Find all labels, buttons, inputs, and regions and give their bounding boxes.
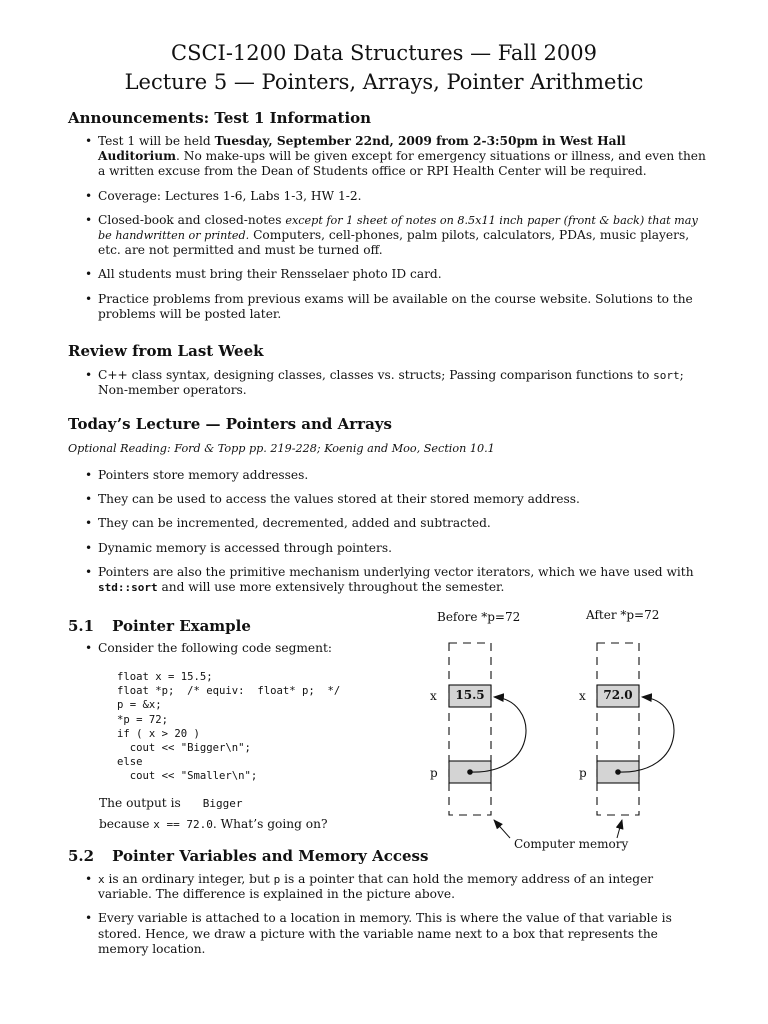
x-label-before: x	[430, 689, 437, 703]
x-value-after: 72.0	[603, 688, 633, 702]
p-label-before: p	[430, 766, 438, 780]
optional-reading: Optional Reading: Ford & Topp pp. 219-228; Koenig and Moo, Section 10.1	[68, 442, 495, 455]
list-item: • Dynamic memory is accessed through pointers.	[68, 541, 708, 556]
after-label: After *p=72	[586, 608, 660, 622]
page-title-line1: CSCI-1200 Data Structures — Fall 2009	[171, 41, 597, 65]
list-item: • Practice problems from previous exams will be available on the course website. Solutions to the problems will be posted later.	[68, 292, 708, 322]
list-item: • Pointers are also the primitive mechanism underlying vector iterators, which we have used with std::sort and will use more extensively throughout the semester.	[68, 565, 708, 595]
p-label-after: p	[579, 766, 587, 780]
section-5-2-heading: 5.2 Pointer Variables and Memory Access	[68, 847, 429, 865]
section-5-2-list	[68, 872, 708, 966]
computer-memory-label: Computer memory	[514, 837, 629, 851]
today-heading: Today’s Lecture — Pointers and Arrays	[68, 415, 392, 433]
list-item: • Coverage: Lectures 1-6, Labs 1-3, HW 1-2.	[68, 189, 708, 204]
memory-column-before	[449, 643, 491, 815]
list-item: • Every variable is attached to a location in memory. This is where the value of that variable is stored. Hence, we draw a picture with the variable name next to a box that represents the memory location.	[68, 911, 708, 957]
review-heading: Review from Last Week	[68, 342, 264, 360]
memory-column-after	[597, 643, 639, 815]
list-item: • All students must bring their Rensselaer photo ID card.	[68, 267, 708, 282]
output-line: The output is Bigger	[99, 796, 243, 810]
memory-arrow-right	[617, 820, 622, 838]
page-title-line2: Lecture 5 — Pointers, Arrays, Pointer Arithmetic	[124, 70, 644, 94]
announcements-heading: Announcements: Test 1 Information	[68, 109, 372, 127]
list-item: • Test 1 will be held Tuesday, September 22nd, 2009 from 2-3:50pm in West Hall Auditorium. No make-ups will be given except for emergency situations or illness, and even then a written excuse from the Dean of Students office or RPI Health Center will be required.	[68, 134, 708, 180]
list-item: • Closed-book and closed-notes except for 1 sheet of notes on 8.5x11 inch paper (front & back) that may be handwritten or printed. Computers, cell-phones, palm pilots, calculators, PDAs, music players, etc. are not permitted and must be turned off.	[68, 213, 708, 259]
list-item: • They can be incremented, decremented, added and subtracted.	[68, 516, 708, 531]
code-segment: float x = 15.5; float *p; /* equiv: float* p; */ p = &x; *p = 72; if ( x > 20 ) cout << "Bigger\n"; else cout << "Smaller\n";	[117, 671, 341, 783]
memory-arrow-left	[494, 820, 510, 838]
list-item: • Consider the following code segment:	[68, 641, 408, 656]
section-5-1-heading: 5.1 Pointer Example	[68, 617, 251, 635]
list-item: • C++ class syntax, designing classes, classes vs. structs; Passing comparison functions to sort; Non-member operators.	[68, 368, 708, 398]
list-item: • Pointers store memory addresses.	[68, 468, 708, 483]
because-line: because x == 72.0. What’s going on?	[99, 817, 328, 831]
before-label: Before *p=72	[437, 610, 521, 624]
list-item: • They can be used to access the values stored at their stored memory address.	[68, 492, 708, 507]
x-value-before: 15.5	[455, 688, 485, 702]
list-item: • x is an ordinary integer, but p is a pointer that can hold the memory address of an integer variable. The difference is explained in the picture above.	[68, 872, 708, 902]
x-label-after: x	[579, 689, 586, 703]
